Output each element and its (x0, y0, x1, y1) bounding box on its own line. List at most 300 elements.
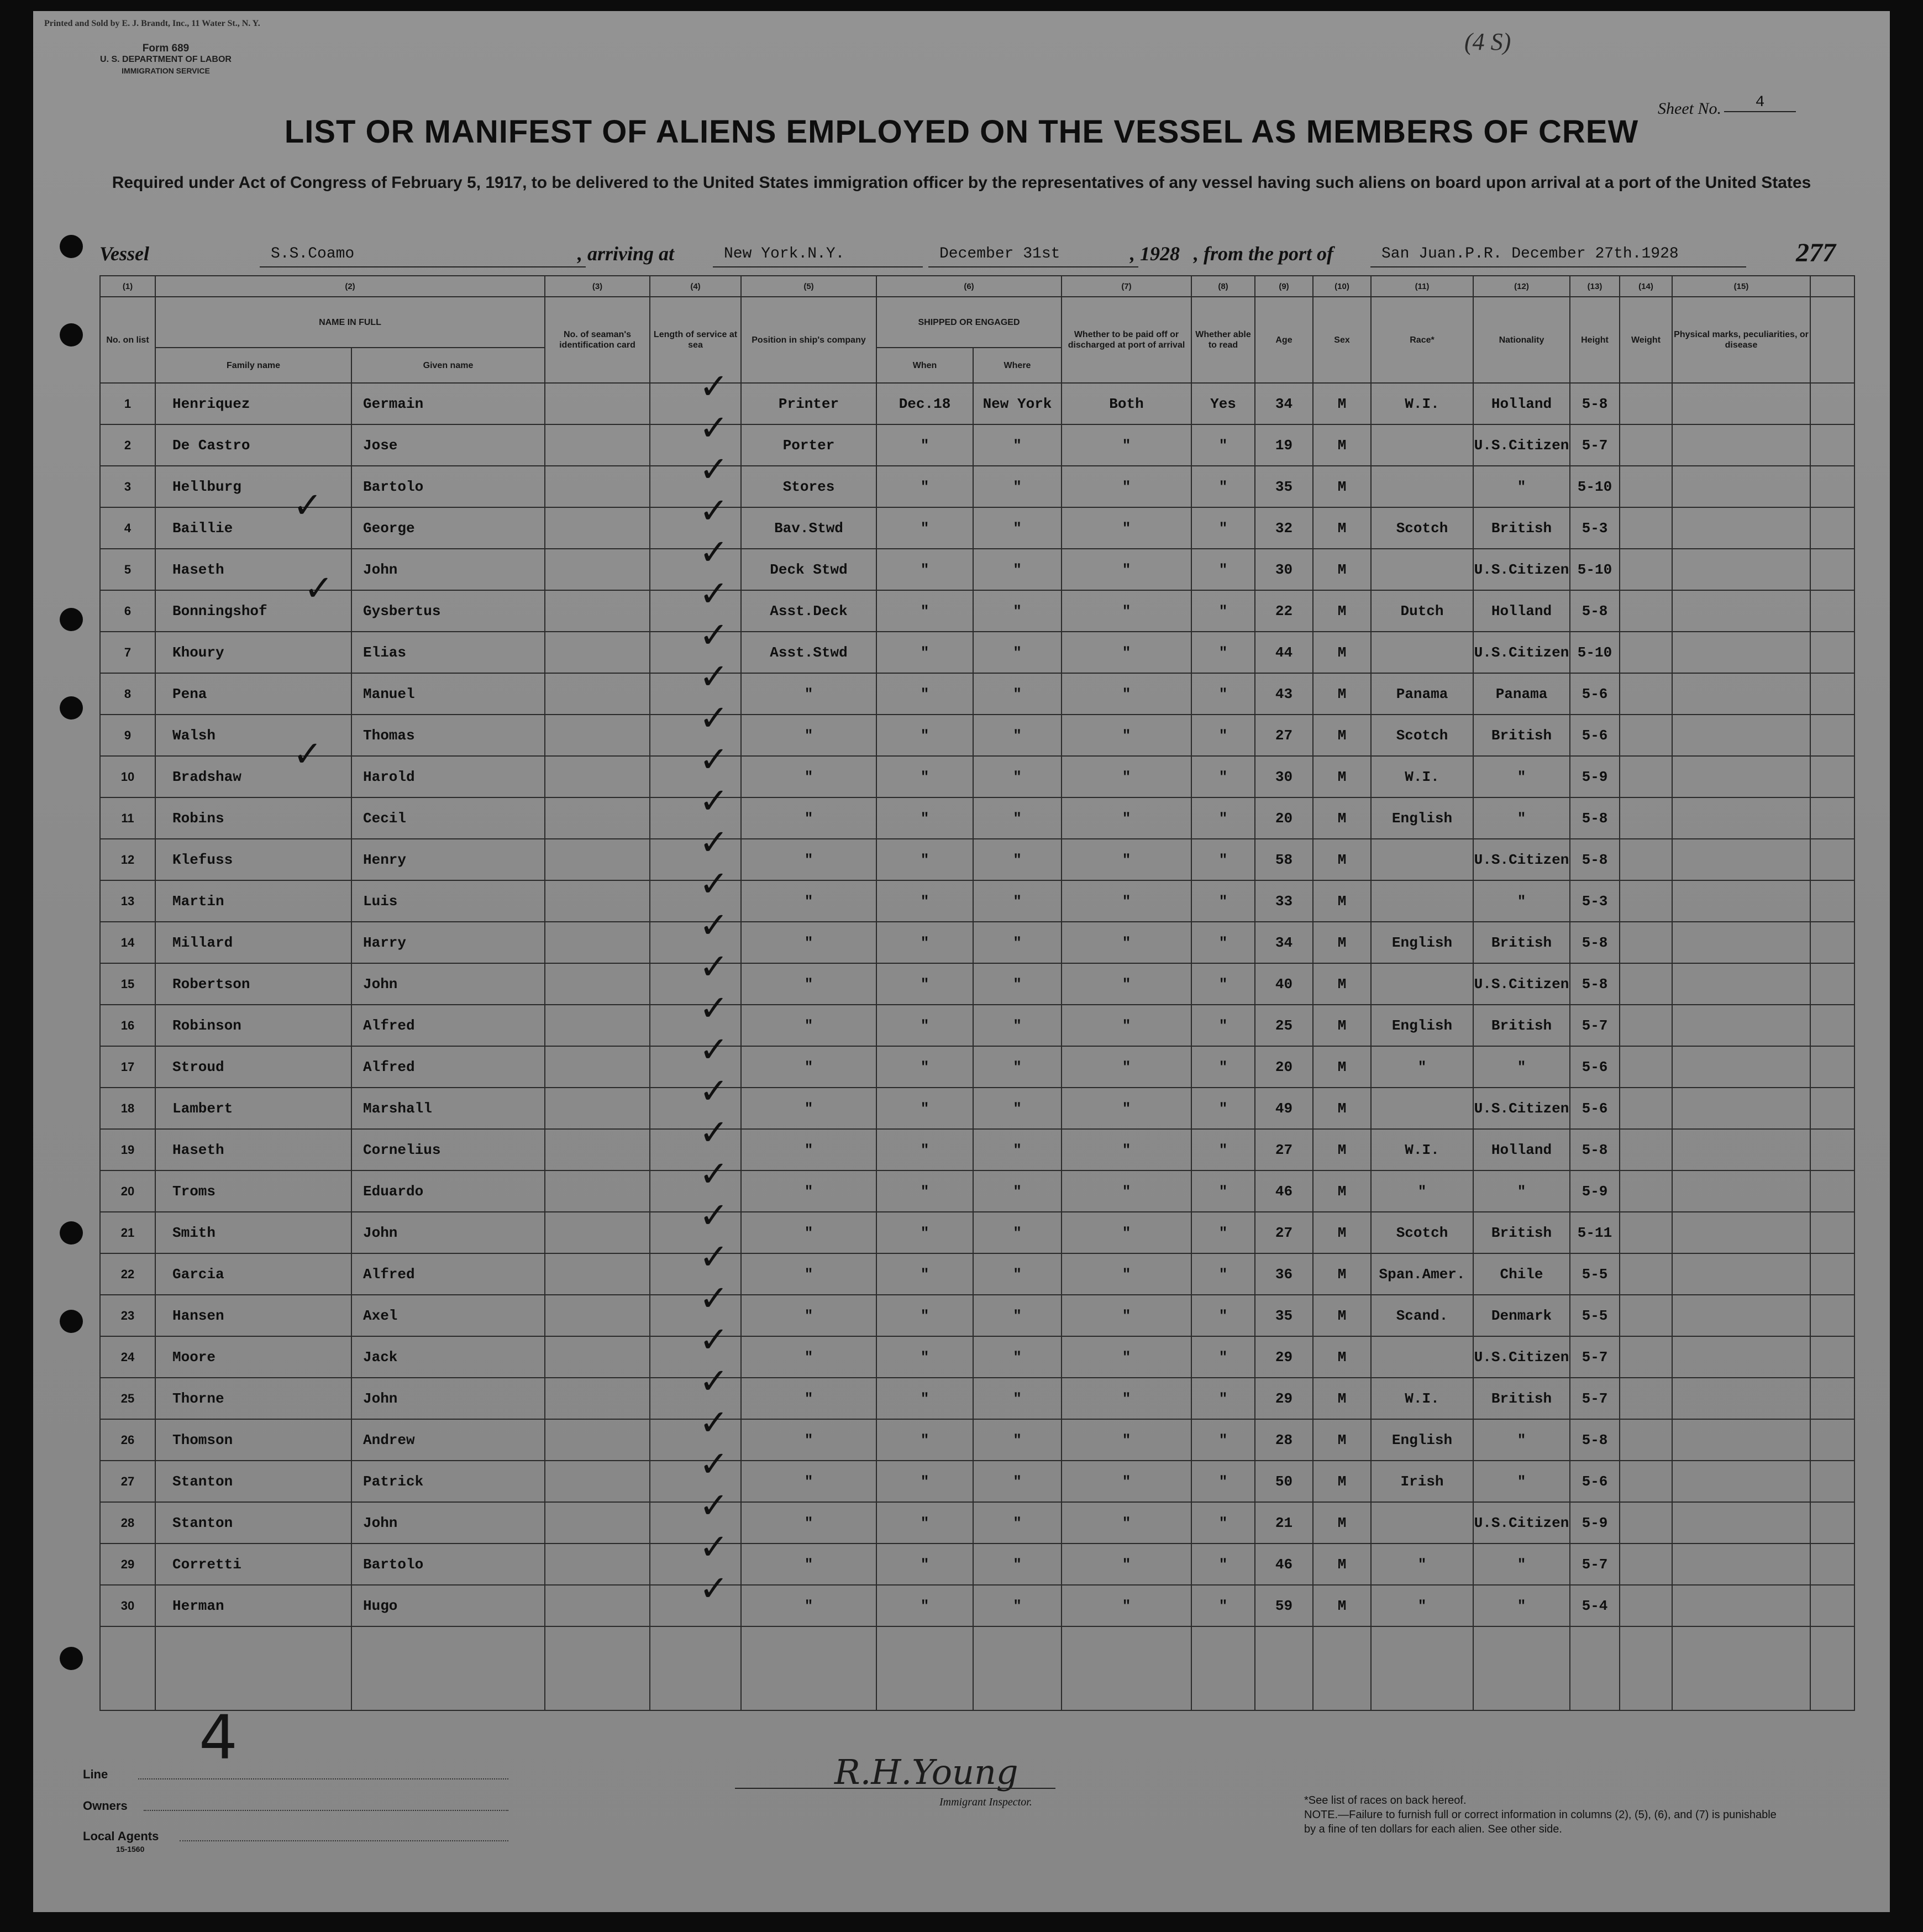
cell-age: 40 (1255, 963, 1313, 1005)
cell-shipped-where: " (973, 1378, 1062, 1419)
cell-row-number: 27 (100, 1461, 155, 1502)
cell-position: " (741, 963, 876, 1005)
cell-able-to-read: " (1191, 466, 1255, 507)
cell-able-to-read: " (1191, 1005, 1255, 1046)
cell-family-name: Robins (155, 797, 351, 839)
cell-shipped-where: " (973, 466, 1062, 507)
cell-seaman-card (545, 673, 650, 715)
cell-margin (1810, 1088, 1854, 1129)
check-mark-icon: ✓ (699, 864, 729, 905)
cell-margin (1810, 507, 1854, 549)
cell-paid-off: " (1062, 1212, 1191, 1253)
cell-seaman-card (545, 1170, 650, 1212)
cell-age: 44 (1255, 632, 1313, 673)
cell-given-name: John (351, 549, 545, 590)
cell-height: 5-6 (1570, 1088, 1620, 1129)
cell-shipped-when: " (876, 1088, 973, 1129)
header-given-name: Given name (351, 348, 545, 383)
check-mark-icon: ✓ (699, 408, 729, 449)
cell-row-number: 14 (100, 922, 155, 963)
cell-sex: M (1313, 880, 1371, 922)
cell-physical-marks (1672, 1544, 1810, 1585)
cell-able-to-read: " (1191, 1419, 1255, 1461)
cell-position: " (741, 1585, 876, 1626)
cell-race: English (1371, 1419, 1473, 1461)
cell-family-name: Haseth (155, 1129, 351, 1170)
cell-age: 33 (1255, 880, 1313, 922)
cell-paid-off: " (1062, 466, 1191, 507)
cell-nationality: Denmark (1473, 1295, 1570, 1336)
table-row (100, 1461, 1854, 1502)
binder-hole (60, 1310, 83, 1333)
cell-nationality: " (1473, 1170, 1570, 1212)
cell-weight (1620, 1253, 1672, 1295)
check-mark-icon: ✓ (699, 1112, 729, 1153)
cell-nationality: U.S.Citizen (1473, 549, 1570, 590)
cell-position: " (741, 880, 876, 922)
cell-able-to-read: " (1191, 1129, 1255, 1170)
cell-race (1371, 424, 1473, 466)
cell-race (1371, 1336, 1473, 1378)
cell-nationality: British (1473, 715, 1570, 756)
cell-height: 5-9 (1570, 1502, 1620, 1544)
cell-height: 5-9 (1570, 1170, 1620, 1212)
cell-weight (1620, 1502, 1672, 1544)
cell-able-to-read: " (1191, 1046, 1255, 1088)
cell-given-name: Harry (351, 922, 545, 963)
cell-nationality: Holland (1473, 1129, 1570, 1170)
cell-row-number: 24 (100, 1336, 155, 1378)
table-row (100, 590, 1854, 632)
cell-height: 5-10 (1570, 466, 1620, 507)
cell-margin (1810, 549, 1854, 590)
cell-weight (1620, 715, 1672, 756)
cell-sex: M (1313, 1461, 1371, 1502)
cell-age: 59 (1255, 1585, 1313, 1626)
cell-given-name: Eduardo (351, 1170, 545, 1212)
cell-height: 5-8 (1570, 1419, 1620, 1461)
cell-margin (1810, 1212, 1854, 1253)
cell-weight (1620, 466, 1672, 507)
cell-height: 5-7 (1570, 424, 1620, 466)
cell-shipped-when: " (876, 1544, 973, 1585)
cell-row-number: 6 (100, 590, 155, 632)
check-mark-icon: ✓ (699, 615, 729, 656)
check-mark-icon: ✓ (699, 574, 729, 615)
table-row (100, 466, 1854, 507)
cell-physical-marks (1672, 383, 1810, 424)
cell-row-number: 26 (100, 1419, 155, 1461)
cell-sex: M (1313, 1378, 1371, 1419)
cell-position: " (741, 1419, 876, 1461)
local-agents-field (180, 1839, 508, 1841)
cell-able-to-read: " (1191, 1336, 1255, 1378)
table-row (100, 549, 1854, 590)
cell-height: 5-5 (1570, 1295, 1620, 1336)
header-weight: Weight (1620, 297, 1672, 383)
cell-able-to-read: " (1191, 632, 1255, 673)
cell-given-name: Alfred (351, 1253, 545, 1295)
check-mark-icon: ✓ (699, 1320, 729, 1361)
cell-shipped-where: " (973, 590, 1062, 632)
cell-paid-off: " (1062, 1005, 1191, 1046)
binder-hole (60, 608, 83, 631)
cell-age: 32 (1255, 507, 1313, 549)
cell-paid-off: " (1062, 797, 1191, 839)
cell-shipped-where: " (973, 1046, 1062, 1088)
cell-shipped-when: " (876, 1419, 973, 1461)
cell-physical-marks (1672, 1129, 1810, 1170)
cell-nationality: U.S.Citizen (1473, 632, 1570, 673)
cell-physical-marks (1672, 1419, 1810, 1461)
header-physical-marks: Physical marks, peculiarities, or disease (1672, 297, 1810, 383)
table-row (100, 1088, 1854, 1129)
inspector-signature: R.H.Young (834, 1752, 1018, 1792)
cell-height: 5-6 (1570, 1046, 1620, 1088)
cell-nationality: Chile (1473, 1253, 1570, 1295)
check-mark-icon: ✓ (304, 568, 334, 609)
cell-margin (1810, 880, 1854, 922)
cell-margin (1810, 1046, 1854, 1088)
cell-given-name: Alfred (351, 1005, 545, 1046)
cell-family-name: Smith (155, 1212, 351, 1253)
cell-given-name: Marshall (351, 1088, 545, 1129)
cell-family-name: Pena (155, 673, 351, 715)
cell-weight (1620, 632, 1672, 673)
cell-paid-off: " (1062, 1295, 1191, 1336)
check-mark-icon: ✓ (699, 1444, 729, 1485)
cell-margin (1810, 1129, 1854, 1170)
cell-paid-off: " (1062, 1088, 1191, 1129)
col-number: (4) (650, 276, 741, 297)
cell-age: 46 (1255, 1170, 1313, 1212)
cell-seaman-card (545, 1461, 650, 1502)
cell-shipped-when: " (876, 715, 973, 756)
cell-row-number: 17 (100, 1046, 155, 1088)
cell-family-name: Troms (155, 1170, 351, 1212)
cell-given-name: Hugo (351, 1585, 545, 1626)
check-mark-icon: ✓ (699, 1030, 729, 1070)
cell-paid-off: " (1062, 1336, 1191, 1378)
cell-age: 35 (1255, 1295, 1313, 1336)
table-row (100, 1170, 1854, 1212)
cell-position: " (741, 1253, 876, 1295)
cell-shipped-where: " (973, 632, 1062, 673)
table-row (100, 507, 1854, 549)
cell-weight (1620, 549, 1672, 590)
table-row (100, 1253, 1854, 1295)
cell-margin (1810, 1585, 1854, 1626)
cell-position: " (741, 1336, 876, 1378)
cell-race (1371, 880, 1473, 922)
check-mark-icon: ✓ (699, 1237, 729, 1278)
header-seaman-card: No. of seaman's identification card (545, 297, 650, 383)
cell-height: 5-10 (1570, 632, 1620, 673)
cell-able-to-read: " (1191, 424, 1255, 466)
cell-shipped-where: " (973, 1419, 1062, 1461)
cell-row-number: 8 (100, 673, 155, 715)
cell-weight (1620, 424, 1672, 466)
cell-able-to-read: " (1191, 715, 1255, 756)
cell-age: 20 (1255, 1046, 1313, 1088)
cell-family-name: Garcia (155, 1253, 351, 1295)
cell-height: 5-4 (1570, 1585, 1620, 1626)
document-title: LIST OR MANIFEST OF ALIENS EMPLOYED ON THE VESSEL AS MEMBERS OF CREW (284, 114, 1639, 150)
cell-nationality: U.S.Citizen (1473, 963, 1570, 1005)
cell-weight (1620, 1585, 1672, 1626)
cell-shipped-where: " (973, 507, 1062, 549)
check-mark-icon: ✓ (699, 781, 729, 822)
cell-nationality: " (1473, 1419, 1570, 1461)
cell-age: 49 (1255, 1088, 1313, 1129)
cell-nationality: " (1473, 797, 1570, 839)
cell-race: Scotch (1371, 1212, 1473, 1253)
cell-able-to-read: " (1191, 1461, 1255, 1502)
check-mark-icon: ✓ (699, 1195, 729, 1236)
vessel-name: S.S.Coamo (260, 242, 586, 267)
cell-row-number: 12 (100, 839, 155, 880)
table-row (100, 424, 1854, 466)
cell-paid-off: " (1062, 424, 1191, 466)
check-mark-icon: ✓ (699, 905, 729, 946)
cell-able-to-read: " (1191, 1585, 1255, 1626)
cell-position: Printer (741, 383, 876, 424)
cell-shipped-where: " (973, 797, 1062, 839)
cell-nationality: " (1473, 756, 1570, 797)
cell-margin (1810, 756, 1854, 797)
cell-race: W.I. (1371, 1129, 1473, 1170)
cell-shipped-when: " (876, 1461, 973, 1502)
cell-race: Span.Amer. (1371, 1253, 1473, 1295)
sheet-number-label: Sheet No. (1658, 99, 1721, 118)
cell-row-number: 2 (100, 424, 155, 466)
cell-physical-marks (1672, 1378, 1810, 1419)
cell-seaman-card (545, 839, 650, 880)
cell-physical-marks (1672, 715, 1810, 756)
cell-sex: M (1313, 466, 1371, 507)
service-name: IMMIGRATION SERVICE (122, 66, 210, 75)
cell-position: " (741, 1295, 876, 1336)
cell-shipped-where: " (973, 424, 1062, 466)
cell-sex: M (1313, 632, 1371, 673)
cell-margin (1810, 1502, 1854, 1544)
cell-sex: M (1313, 507, 1371, 549)
cell-weight (1620, 963, 1672, 1005)
cell-able-to-read: " (1191, 1544, 1255, 1585)
cell-age: 25 (1255, 1005, 1313, 1046)
cell-family-name: Khoury (155, 632, 351, 673)
cell-row-number: 4 (100, 507, 155, 549)
cell-height: 5-3 (1570, 880, 1620, 922)
cell-position: " (741, 1461, 876, 1502)
cell-shipped-when: " (876, 1378, 973, 1419)
cell-given-name: Cornelius (351, 1129, 545, 1170)
cell-height: 5-6 (1570, 715, 1620, 756)
cell-paid-off: " (1062, 963, 1191, 1005)
cell-given-name: Patrick (351, 1461, 545, 1502)
printer-line: Printed and Sold by E. J. Brandt, Inc., 11 Water St., N. Y. (44, 19, 260, 28)
cell-margin (1810, 1295, 1854, 1336)
cell-row-number: 10 (100, 756, 155, 797)
table-row (100, 1502, 1854, 1544)
cell-given-name: John (351, 1378, 545, 1419)
cell-family-name: Henriquez (155, 383, 351, 424)
cell-family-name: Bonningshof (155, 590, 351, 632)
cell-given-name: Bartolo (351, 466, 545, 507)
cell-seaman-card (545, 756, 650, 797)
cell-margin (1810, 1253, 1854, 1295)
department-name: U. S. DEPARTMENT OF LABOR (100, 55, 232, 64)
cell-shipped-where: " (973, 1544, 1062, 1585)
cell-shipped-where: " (973, 1253, 1062, 1295)
cell-sex: M (1313, 1585, 1371, 1626)
cell-shipped-where: " (973, 1502, 1062, 1544)
cell-given-name: Harold (351, 756, 545, 797)
cell-paid-off: " (1062, 632, 1191, 673)
cell-height: 5-7 (1570, 1336, 1620, 1378)
cell-weight (1620, 756, 1672, 797)
table-row (100, 963, 1854, 1005)
cell-age: 46 (1255, 1544, 1313, 1585)
cell-weight (1620, 673, 1672, 715)
cell-paid-off: " (1062, 1461, 1191, 1502)
cell-shipped-when: " (876, 590, 973, 632)
cell-seaman-card (545, 1253, 650, 1295)
cell-able-to-read: " (1191, 1088, 1255, 1129)
cell-nationality: " (1473, 880, 1570, 922)
cell-paid-off: " (1062, 507, 1191, 549)
arrival-year: , 1928 (1130, 243, 1180, 265)
cell-given-name: Luis (351, 880, 545, 922)
cell-position: " (741, 673, 876, 715)
cell-given-name: Cecil (351, 797, 545, 839)
cell-shipped-where: " (973, 839, 1062, 880)
cell-able-to-read: " (1191, 1378, 1255, 1419)
cell-shipped-where: " (973, 1212, 1062, 1253)
table-row (100, 1378, 1854, 1419)
cell-able-to-read: " (1191, 673, 1255, 715)
header-shipped-or-engaged: SHIPPED OR ENGAGED (876, 297, 1062, 348)
cell-seaman-card (545, 549, 650, 590)
cell-age: 36 (1255, 1253, 1313, 1295)
cell-sex: M (1313, 590, 1371, 632)
cell-seaman-card (545, 1088, 650, 1129)
cell-position: " (741, 1502, 876, 1544)
cell-sex: M (1313, 963, 1371, 1005)
cell-margin (1810, 797, 1854, 839)
cell-paid-off: " (1062, 1129, 1191, 1170)
form-number: Form 689 (142, 43, 190, 54)
cell-margin (1810, 1336, 1854, 1378)
header-name-in-full: NAME IN FULL (155, 297, 545, 348)
cell-row-number: 15 (100, 963, 155, 1005)
cell-sex: M (1313, 1253, 1371, 1295)
col-number: (2) (155, 276, 545, 297)
cell-race (1371, 549, 1473, 590)
table-row (100, 1295, 1854, 1336)
cell-position: " (741, 1088, 876, 1129)
check-mark-icon: ✓ (699, 1071, 729, 1112)
cell-seaman-card (545, 383, 650, 424)
check-mark-icon: ✓ (699, 657, 729, 697)
inspector-caption: Immigrant Inspector. (939, 1796, 1032, 1808)
cell-height: 5-8 (1570, 963, 1620, 1005)
cell-row-number: 23 (100, 1295, 155, 1336)
cell-sex: M (1313, 839, 1371, 880)
check-mark-icon: ✓ (699, 532, 729, 573)
cell-nationality: " (1473, 1544, 1570, 1585)
cell-race (1371, 963, 1473, 1005)
check-mark-icon: ✓ (699, 1527, 729, 1568)
cell-position: Asst.Stwd (741, 632, 876, 673)
cell-position: Porter (741, 424, 876, 466)
cell-physical-marks (1672, 507, 1810, 549)
cell-shipped-when: " (876, 880, 973, 922)
cell-given-name: John (351, 963, 545, 1005)
cell-shipped-where: " (973, 1295, 1062, 1336)
cell-race: W.I. (1371, 1378, 1473, 1419)
cell-race: Scand. (1371, 1295, 1473, 1336)
handwritten-annotation: (4 S) (1464, 28, 1511, 55)
cell-shipped-where: " (973, 1336, 1062, 1378)
arrival-date: December 31st (928, 242, 1138, 267)
line-label: Line (83, 1767, 108, 1781)
crew-table (99, 275, 1855, 1711)
cell-shipped-where: New York (973, 383, 1062, 424)
cell-position: Deck Stwd (741, 549, 876, 590)
cell-physical-marks (1672, 549, 1810, 590)
binder-hole (60, 235, 83, 258)
manifest-sheet (33, 11, 1890, 1912)
check-mark-icon: ✓ (699, 698, 729, 739)
cell-seaman-card (545, 963, 650, 1005)
cell-nationality: British (1473, 1212, 1570, 1253)
cell-race: W.I. (1371, 383, 1473, 424)
cell-position: " (741, 715, 876, 756)
cell-position: " (741, 922, 876, 963)
cell-given-name: Alfred (351, 1046, 545, 1088)
cell-sex: M (1313, 1295, 1371, 1336)
cell-physical-marks (1672, 880, 1810, 922)
cell-given-name: Axel (351, 1295, 545, 1336)
table-row (100, 1129, 1854, 1170)
cell-able-to-read: " (1191, 1212, 1255, 1253)
header-position: Position in ship's company (741, 297, 876, 383)
cell-weight (1620, 590, 1672, 632)
cell-margin (1810, 1170, 1854, 1212)
header-where: Where (973, 348, 1062, 383)
cell-sex: M (1313, 1088, 1371, 1129)
cell-margin (1810, 632, 1854, 673)
cell-row-number: 22 (100, 1253, 155, 1295)
cell-nationality: U.S.Citizen (1473, 1336, 1570, 1378)
cell-shipped-where: " (973, 549, 1062, 590)
cell-age: 34 (1255, 383, 1313, 424)
col-number: (5) (741, 276, 876, 297)
cell-shipped-when: " (876, 1336, 973, 1378)
cell-shipped-when: " (876, 466, 973, 507)
cell-row-number: 11 (100, 797, 155, 839)
check-mark-icon: ✓ (699, 1154, 729, 1195)
cell-weight (1620, 1129, 1672, 1170)
signature-line (735, 1788, 1055, 1789)
col-number: (8) (1191, 276, 1255, 297)
local-agents-label: Local Agents (83, 1829, 159, 1843)
cell-able-to-read: " (1191, 1295, 1255, 1336)
cell-sex: M (1313, 1170, 1371, 1212)
cell-row-number: 3 (100, 466, 155, 507)
cell-seaman-card (545, 797, 650, 839)
